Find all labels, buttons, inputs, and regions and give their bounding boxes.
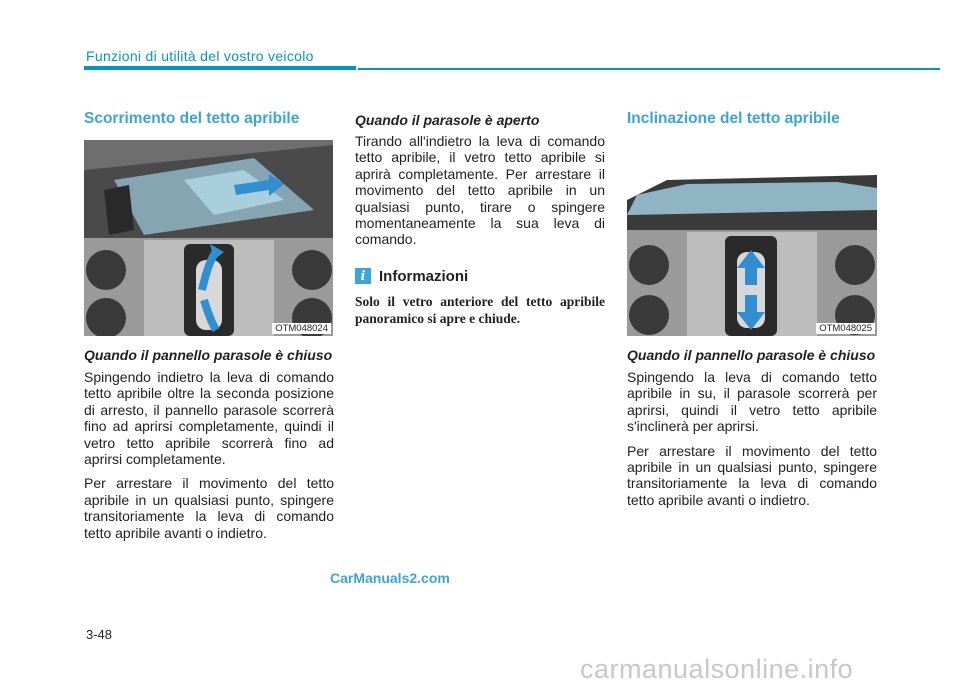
middle-column [355, 112, 605, 327]
left-paragraph-1: Spingendo indietro la leva di comando tetto apribile oltre la seconda posizione di arresto, il pannello parasole scorrerà fino ad aprirsi completamente, quindi il vetro tetto apribile scorrerà fino ad aprirsi completamente. [84, 369, 334, 468]
header-rule [358, 68, 940, 70]
info-box-header [355, 268, 605, 285]
right-paragraph-1: Spingendo la leva di comando tetto apribile in su, il parasole scorrerà per aprirsi, quindi il vetro tetto apribile s'inclinerà per aprirsi. [627, 369, 877, 435]
left-paragraph-2: Per arrestare il movimento del tetto apribile in un qualsiasi punto, spingere transitoriamente la leva di comando tetto apribile avanti o indietro. [84, 475, 334, 541]
figure-label: OTM048024 [272, 323, 331, 334]
right-text-block [627, 347, 877, 508]
sunroof-slide-figure [84, 140, 333, 336]
info-text: Solo il vetro anteriore del tetto apribile panoramico si apre e chiude. [355, 293, 605, 326]
left-text-block [84, 347, 334, 541]
left-column [84, 110, 334, 128]
info-title: Informazioni [379, 267, 469, 285]
right-column [627, 110, 877, 128]
section-header: Funzioni di utilità del vostro veicolo [86, 48, 314, 64]
sunroof-slide-illustration [84, 140, 333, 336]
sunroof-tilt-illustration [627, 140, 877, 336]
right-subtitle: Quando il pannello parasole è chiuso [627, 347, 876, 363]
header-bar [84, 66, 356, 70]
watermark-link[interactable]: CarManuals2.com [330, 570, 450, 586]
sunroof-tilt-figure [627, 140, 877, 336]
right-section-title: Inclinazione del tetto apribile [627, 110, 840, 127]
middle-subtitle: Quando il parasole è aperto [355, 112, 540, 128]
info-icon: i [355, 268, 371, 284]
middle-paragraph-1: Tirando all'indietro la leva di comando tetto apribile, il vetro tetto apribile si aprirà completamente. Per arrestare il movimento del tetto apribile in un qualsiasi punto, tirare o spingere momentaneamente la sua leva di comando. [355, 133, 605, 248]
left-section-title: Scorrimento del tetto apribile [84, 110, 300, 127]
figure-label: OTM048025 [816, 323, 875, 334]
left-subtitle: Quando il pannello parasole è chiuso [84, 347, 333, 363]
page-number: 3-48 [86, 627, 113, 642]
footer-watermark: carmanualsonline.info [580, 654, 854, 684]
right-paragraph-2: Per arrestare il movimento del tetto apribile in un qualsiasi punto, spingere transitoriamente la leva di comando tetto apribile avanti o indietro. [627, 442, 877, 508]
